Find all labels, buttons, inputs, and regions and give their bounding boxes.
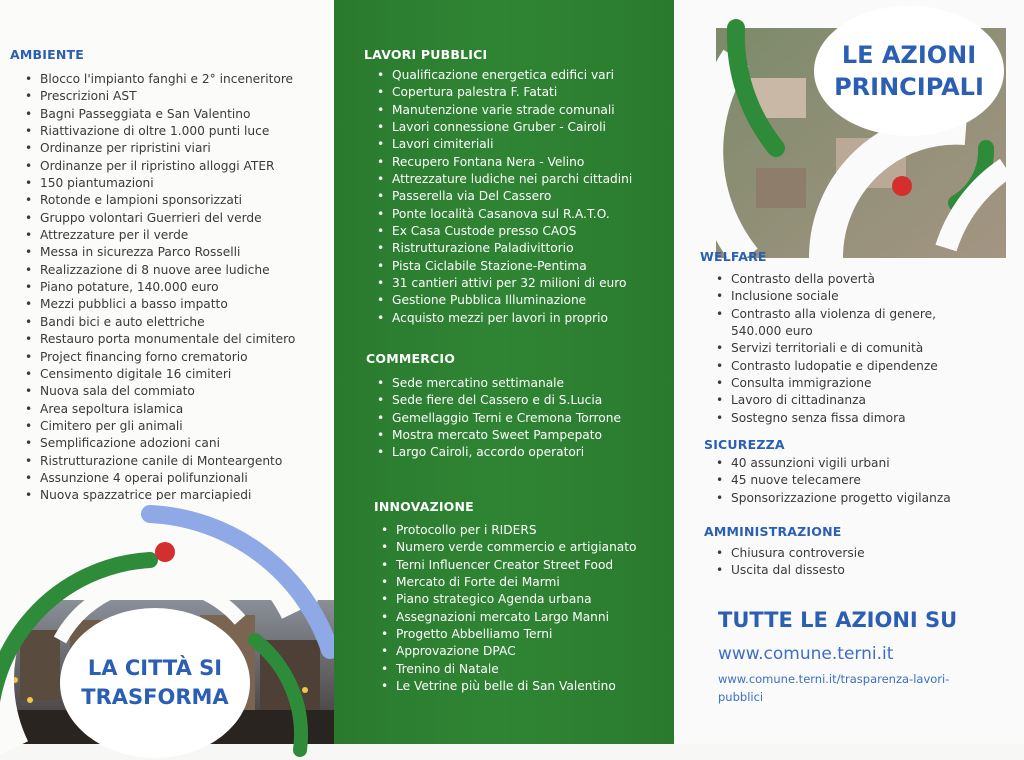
lavori-item: • Acquisto mezzi per lavori in proprio [392,310,632,327]
ambiente-item: • Mezzi pubblici a basso impatto [40,296,295,313]
ambiente-item: • Ristrutturazione canile di Monteargento [40,453,295,470]
lavori-item: • Gestione Pubblica Illuminazione [392,292,632,309]
right-panel [674,0,1024,744]
ambiente-item: • Prescrizioni AST [40,88,295,105]
welfare-item: • Sostegno senza fissa dimora [731,410,941,427]
amministrazione-title: AMMINISTRAZIONE [704,524,842,539]
amministrazione-item: • Chiusura controversie [731,545,865,562]
footer-url2-link[interactable] [718,670,949,706]
red-dot-right [892,176,912,196]
innovazione-item: • Assegnazioni mercato Largo Manni [396,609,637,626]
lavori-item: • Lavori connessione Gruber - Cairoli [392,119,632,136]
ambiente-item: • Cimitero per gli animali [40,418,295,435]
ambiente-item: • Riattivazione di oltre 1.000 punti luce [40,123,295,140]
azioni-badge [814,6,1004,136]
ambiente-item: • Assunzione 4 operai polifunzionali [40,470,295,487]
ambiente-title: AMBIENTE [10,47,84,62]
ambiente-item: • Nuova sala del commiato [40,383,295,400]
commercio-list [392,375,621,462]
red-dot [155,542,175,562]
lavori-title: LAVORI PUBBLICI [364,47,488,62]
ambiente-item: • Bandi bici e auto elettriche [40,314,295,331]
commercio-item: • Mostra mercato Sweet Pampepato [392,427,621,444]
ambiente-item: • Realizzazione di 8 nuove aree ludiche [40,262,295,279]
citta-line2: TRASFORMA [81,685,229,709]
welfare-item: • Inclusione sociale [731,288,941,305]
azioni-line2: PRINCIPALI [834,73,984,101]
ambiente-item: • Semplificazione adozioni cani [40,435,295,452]
ambiente-item: • Attrezzature per il verde [40,227,295,244]
sicurezza-list [731,455,951,507]
welfare-item: • Contrasto ludopatie e dipendenze [731,358,941,375]
innovazione-item: • Mercato di Forte dei Marmi [396,574,637,591]
innovazione-item: • Le Vetrine più belle di San Valentino [396,678,637,695]
innovazione-item: • Protocollo per i RIDERS [396,522,637,539]
citta-line1: LA CITTÀ SI [87,656,223,680]
ambiente-item: • Messa in sicurezza Parco Rosselli [40,244,295,261]
ambiente-item: • Blocco l'impianto fanghi e 2° inceneritore [40,71,295,88]
ambiente-item: • Ordinanze per il ripristino alloggi ATER [40,158,295,175]
footer-url2-line2: pubblici [718,690,764,704]
sicurezza-item: • 40 assunzioni vigili urbani [731,455,951,472]
welfare-item: • Lavoro di cittadinanza [731,392,941,409]
footer-url-link[interactable]: www.comune.terni.it [718,644,894,664]
ambiente-item: • Bagni Passeggiata e San Valentino [40,106,295,123]
ambiente-item: • Censimento digitale 16 cimiteri [40,366,295,383]
footer-heading: TUTTE LE AZIONI SU [718,608,958,632]
sicurezza-item: • Sponsorizzazione progetto vigilanza [731,490,951,507]
amministrazione-list [731,545,865,580]
welfare-item: • Contrasto alla violenza di genere, 540.000 euro [731,306,941,341]
welfare-title: WELFARE [700,249,767,264]
lavori-item: • 31 cantieri attivi per 32 milioni di euro [392,275,632,292]
ambiente-item: • Piano potature, 140.000 euro [40,279,295,296]
ambiente-item: • Ordinanze per ripristini viari [40,140,295,157]
innovazione-title: INNOVAZIONE [374,499,474,514]
middle-panel [334,0,674,744]
welfare-item: • Servizi territoriali e di comunità [731,340,941,357]
innovazione-item: • Terni Influencer Creator Street Food [396,557,637,574]
commercio-item: • Sede mercatino settimanale [392,375,621,392]
lavori-item: • Pista Ciclabile Stazione-Pentima [392,258,632,275]
ambiente-item: • Project financing forno crematorio [40,349,295,366]
welfare-item: • Contrasto della povertà [731,271,941,288]
innovazione-item: • Numero verde commercio e artigianato [396,539,637,556]
welfare-item: • Consulta immigrazione [731,375,941,392]
commercio-item: • Gemellaggio Terni e Cremona Torrone [392,410,621,427]
welfare-list [731,271,941,427]
ambiente-item: • Restauro porta monumentale del cimitero [40,331,295,348]
commercio-item: • Largo Cairoli, accordo operatori [392,444,621,461]
ambiente-item: • 150 piantumazioni [40,175,295,192]
lavori-item: • Qualificazione energetica edifici vari [392,67,632,84]
commercio-item: • Sede fiere del Cassero e di S.Lucia [392,392,621,409]
innovazione-item: • Progetto Abbelliamo Terni [396,626,637,643]
lavori-item: • Recupero Fontana Nera - Velino [392,154,632,171]
ambiente-item: • Area sepoltura islamica [40,401,295,418]
innovazione-list [396,522,637,695]
lavori-item: • Ponte località Casanova sul R.A.T.O. [392,206,632,223]
lavori-list [392,67,632,327]
lavori-item: • Lavori cimiteriali [392,136,632,153]
lavori-item: • Ex Casa Custode presso CAOS [392,223,632,240]
innovazione-item: • Trenino di Natale [396,661,637,678]
citta-badge [60,608,250,758]
azioni-line1: LE AZIONI [841,41,977,69]
lavori-item: • Copertura palestra F. Fatati [392,84,632,101]
lavori-item: • Manutenzione varie strade comunali [392,102,632,119]
amministrazione-item: • Uscita dal dissesto [731,562,865,579]
lavori-item: • Ristrutturazione Paladivittorio [392,240,632,257]
ambiente-item: • Gruppo volontari Guerrieri del verde [40,210,295,227]
commercio-title: COMMERCIO [366,351,456,366]
sicurezza-item: • 45 nuove telecamere [731,472,951,489]
lavori-item: • Passerella via Del Cassero [392,188,632,205]
left-panel [0,0,334,744]
innovazione-item: • Approvazione DPAC [396,643,637,660]
lavori-item: • Attrezzature ludiche nei parchi cittadini [392,171,632,188]
ambiente-item: • Rotonde e lampioni sponsorizzati [40,192,295,209]
footer-url2-line1: www.comune.terni.it/trasparenza-lavori- [718,672,950,686]
ambiente-list [40,71,295,505]
innovazione-item: • Piano strategico Agenda urbana [396,591,637,608]
sicurezza-title: SICUREZZA [704,437,785,452]
ambiente-item: • Nuova spazzatrice per marciapiedi [40,487,295,504]
